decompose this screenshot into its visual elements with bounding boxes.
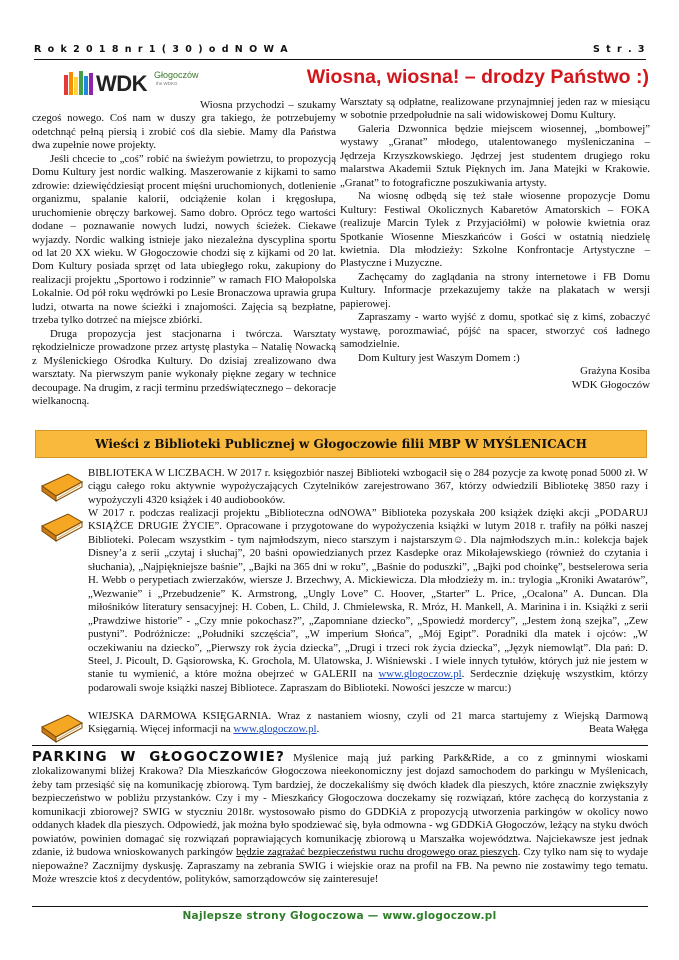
bookstore-link[interactable]: www.glogoczow.pl: [233, 723, 317, 736]
paragraph-tail: . Serdecznie dziękuję wszystkim, którzy podarowali swoje książki naszej Bibliotece. Zapraszam do Biblioteki. Nowości jeszcze w marcu:): [88, 668, 648, 694]
parking-text: Myślenice mają już parking Park&Ride, a co z gminnymi wioskami zlokalizowanymi bliżej Krakowa? Dla Mieszkańców Głogoczowa nieekonomiczny jest dojazd samochodem do parkingu w Myślenicach, żeby tam przesiąść się na komunikację zbiorową. Tym bardziej, że doczekaliśmy się dwóch kładek dla pieszych, które znacznie zwiększyły bezpieczeństwo w pobliżu przystanków. Czy i my - Mieszkańcy Głogoczowa doczekamy się rozwiązań, które zachęcą do korzystania z komunikacji zbiorowej? SWIG w styczniu 2018r. wystosowało pismo do GDDKiA z propozycją utworzenia parkingów w okolicy nowo oddanych kładek dla pieszych. Odpowiedź, jak można było spodziewać się, była odmowna - wg GDDKiA Głogoczów, leżący na styku dwóch powiatów, powinien domagać się rozwiązań poprawiających komunikację zbiorową u Marszałka województwa. Najciekawsze jest jednak zdanie, iż budowa wnioskowanych parkingów: [32, 752, 648, 859]
logo-subtext: the WDKG: [156, 81, 178, 86]
signature-org: WDK Głogoczów: [571, 378, 650, 391]
galeria-link[interactable]: www.glogoczow.pl: [378, 668, 462, 681]
library-signature: Beata Wałęga: [588, 723, 648, 736]
logo-town: Głogoczów: [154, 70, 199, 80]
issue-label: R o k 2 0 1 8 n r 1 ( 3 0 ) o d N O W A: [34, 44, 290, 55]
paragraph: Wiosna przychodzi – szukamy czegoś nowego. Coś nam w duszy gra takiego, że potrzebujemy odetchnąć pełną piersią i zrobić coś dla siebie. Mamy dla Państwa dwa zupełnie nowe projekty.: [32, 99, 336, 152]
header-rule: [34, 59, 646, 60]
section-divider: [32, 745, 648, 746]
library-books-paragraph: [32, 507, 648, 695]
paragraph: Warsztaty są odpłatne, realizowane przynajmniej jeden raz w miesiącu w sobotnie przedpołudnie na sali widowiskowej Domu Kultury.: [340, 96, 650, 122]
paragraph: [32, 507, 648, 695]
village-bookstore-paragraph: [88, 710, 648, 737]
paragraph: Galeria Dzwonnica będzie miejscem wiosennej, „bombowej” wystawy „Granat” młodego, utalentowanego myśleniczanina – Jędrzeja Krzyszkowskiego. Jędrzej jest studentem drugiego roku malarstwa Akademii Sztuk Pięknych im. Jana Matejki w Krakowie. „Granat” to fotograficzne poszukiwania artysty.: [340, 122, 650, 189]
parking-underlined-quote: będzie zagrażać bezpieczeństwu ruchu drogowego oraz pieszych: [236, 846, 518, 859]
article-title: Wiosna, wiosna! – drodzy Państwo :): [306, 66, 649, 88]
library-section-banner: Wieści z Biblioteki Publicznej w Głogoczowie filii MBP W MYŚLENICACH: [35, 430, 647, 458]
book-icon: [38, 707, 84, 745]
footer-text: Najlepsze strony Głogoczowa — www.glogoczow.pl: [182, 910, 497, 922]
parking-title: PARKING W GŁOGOCZOWIE?: [32, 749, 286, 765]
library-stats-paragraph: [88, 467, 648, 507]
page-number: S t r . 3: [592, 44, 646, 55]
logo-text: WDK: [96, 71, 148, 96]
paragraph: BIBLIOTEKA W LICZBACH. W 2017 r. księgozbiór naszej Biblioteki wzbogacił się o 284 pozycje za kwotę ponad 5000 zł. W ciągu całego roku aktywnie wypożyczających Czytelników zarejestrowano 367, którzy odwiedzili Bibliotekę 3850 razy i wypożyczyli 4320 książek i 40 audiobooków.: [88, 467, 648, 506]
paragraph: Jeśli chcecie to „coś” robić na świeżym powietrzu, to propozycją Domu Kultury jest nordic walking. Maszerowanie z kijkami to samo zdrowie: dziewięćdziesiąt procent mięśni uruchomionych, dotlenienie organizmu, spalanie kalorii, odciążenie kolan i kręgosłupa, uruchomienie obręczy barkowej. Samo dobro. Oprócz tego wartości dodane – poznawanie nowych ludzi, nowych ścieżek. Ciekawe wyjazdy. Nordic walking istnieje jako niezależna dyscyplina sportu od lat 20 XX wieku. W Głogoczowie chodzi się z kijkami od 20 lat. Dom Kultury posiada sprzęt od lata ubiegłego roku, zakupiony do realizacji projektu „Sportowo i rodzinnie” w ramach FIO Małopolska Lokalnie. Od pół roku wędrówki po Lesie Bronaczowa uprawia grupa ludzi, otwarta na nowe ścieżki i znajomości. Zajęcia są bezpłatne, trzeba tylko dotrzeć na miejsce zbiórki.: [32, 152, 336, 327]
running-header: [34, 44, 646, 58]
paragraph-text: W 2017 r. podczas realizacji projektu „Biblioteczna odNOWA” Biblioteka pozyskała 200 książek dzięki akcji „PODARUJ KSIĄŻCE DRUGIE ŻYCIE”. Opracowane i przygotowane do wypożyczenia książki w lutym 2018 r. trafiły na półki naszej Biblioteki. Polecam wszystkim - tym najmłodszym, nieco starszym i najstarszym☺. Dla najmłodszych m.in.: kolekcja bajek Disney’a z serii „czytaj i słuchaj”, 20 baśni opowiedzianych przez Kasdepke oraz Mikołajewskiego (również do czytania i słuchania), „Najpiękniejsze baśnie”, „Bajki na 365 dni w roku”, „Baśnie do poduszki”, „Bajki pod choinkę”, bestselerowa seria H. Webb o perypetiach zwierzaków, wiersze J. Brzechwy, A. Mickiewicza. Dla młodzieży m. in.: trylogia „Kroniki Awatarów”, „Wezwanie” i „Przebudzenie” K. Armstrong, „Ungly Love” C. Hoover, „Starter” L. Price, „Ocalona” A. Duncan. Dla miłośników literatury sensacyjnej: H. Coben, L. Child, J. Chmielewska, R. Mróz, H. Mankell, A. Marinina i in. Książki z serii „Prawdziwe historie” - „Czy mnie pokochasz?”, „Zapomniane dziecko”, „Spowiedź mordercy”, „Jestem żoną szejka”, „Zew pustyni”. Podróżnicze: „Południki szczęścia”, „W imperium Słońca”, „Mój Egipt”. Poradniki dla matek i ojców: „W oczekiwaniu na dziecko”, „Pierwszy rok życia dziecka”, „Drugi i trzeci rok życia dziecka”, „Język niemowląt”. Dla pań: D. Steel, J. Picoult, D. Gąsiorowska, K. Grochola, M. Ulatowska, J. Wiśniewski . I wiele innych tytułów, których już nie jestem w stanie tu wymienić, a które można obejrzeć w GALERII na: [88, 507, 648, 681]
paragraph: Dom Kultury jest Waszym Domem :): [358, 351, 520, 364]
article-right-column: [340, 96, 650, 392]
paragraph: [32, 751, 648, 887]
paragraph-text: WIEJSKA DARMOWA KSIĘGARNIA. Wraz z nastaniem wiosny, czyli od 21 marca startujemy z Wiejską Darmową Księgarnią. Więcej informacji na: [88, 710, 648, 736]
signature-name: Grażyna Kosiba: [580, 365, 650, 378]
book-icon: [38, 466, 84, 504]
wdk-logo-icon: [62, 69, 96, 99]
article-left-column: [32, 99, 336, 408]
paragraph: Zachęcamy do zaglądania na strony internetowe i FB Domu Kultury. Informacje przekazujemy także na plakatach w wersji papierowej.: [340, 270, 650, 310]
parking-article: [32, 751, 648, 887]
paragraph: Na wiosnę odbędą się też stałe wiosenne propozycje Domu Kultury: Festiwal Okolicznych Kabaretów Amatorskich – FOKA (realizuje Marcin Tylek z Przyjaciółmi) w połowie kwietnia oraz Spotkanie Wiosenne Mieszkańców i Gości w ostatnią niedzielę kwietnia. Dla młodzieży: Szkolne Konfrontacje Artystyczne – Plastyczne i Muzyczne.: [340, 190, 650, 270]
footer-rule: [32, 906, 648, 907]
paragraph: Zapraszamy - warto wyjść z domu, spotkać się z kimś, zobaczyć wystawę, porozmawiać, pójść na spacer, stworzyć coś ładnego samodzielnie.: [340, 311, 650, 351]
paragraph: Druga propozycja jest stacjonarna i twórcza. Warsztaty rękodzielnicze prowadzone przez artystę plastyka – Natalię Nowacką z Myślenickiego Ośrodka Kultury. Do dzisiaj zrealizowano dwa warsztaty. Na pierwszym panie wykonały piękne zegary w technice decoupage. Na drugim, z racji terminu przedświątecznego – dekoracje wielkanocną.: [32, 327, 336, 407]
paragraph: WIEJSKA DARMOWA KSIĘGARNIA. Wraz z nastaniem wiosny, czyli od 21 marca startujemy z Wiejską Darmową Księgarnią. Więcej informacji na www.glogoczow.pl. Beata Wałęga: [88, 710, 648, 736]
parking-text-tail: . Czy tylko nam się to wydaje niepoważne? Zacznijmy dyskusję. Zapraszamy na zebrania SWIG i wiejskie oraz na profil na FB. Na pewno nie zostawimy tego tematu. Może wreszcie ktoś z decydentów, polityków, samorządowców się zainteresuje!: [32, 846, 648, 886]
